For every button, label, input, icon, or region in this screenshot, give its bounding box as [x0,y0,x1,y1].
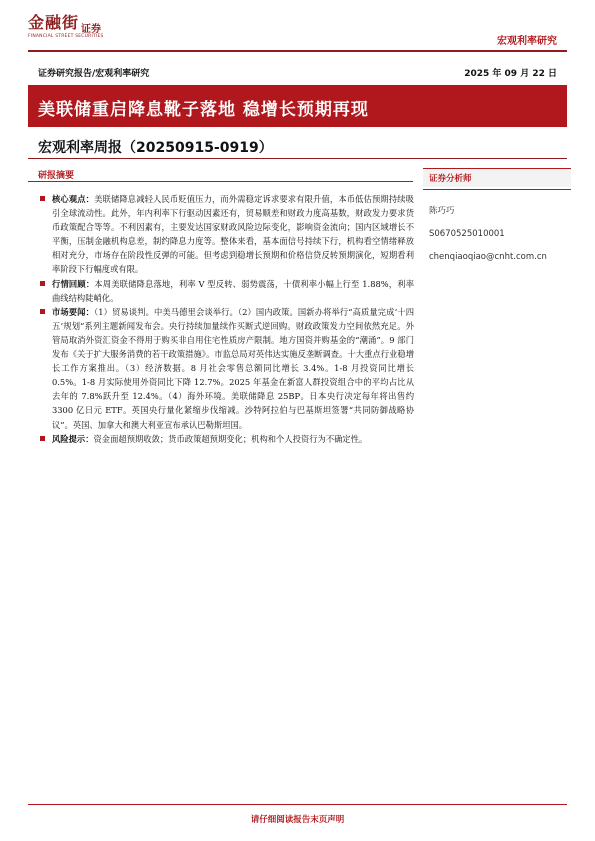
report-subtitle: 宏观利率周报（20250915-0919） [38,140,273,156]
analyst-divider [423,189,571,190]
bullet-icon [40,436,45,441]
summary-body [52,192,414,446]
paragraph-lead: 市场要闻： [52,306,94,317]
paragraph-text: 资金面超预期收敛；货币政策超预期变化；机构和个人投资行为不确定性。 [93,433,368,444]
logo-main-text: 金融街 [28,13,80,32]
bullet-icon [40,196,45,201]
report-category: 宏观利率研究 [497,36,557,47]
summary-heading: 研报摘要 [38,171,75,181]
analyst-cert-id: S0670525010001 [429,229,505,239]
paragraph-text: （1）贸易谈判。中美马德里会谈举行。（2）国内政策。国新办将举行“高质量完成‘十四五’规划”系列主题新闻发布会。央行持续加量续作买断式逆回购。财政政策发力空间依然充足。外管局取消外资汇资金不得用于购买非自用住宅性质房产限制。地方国资并购基金的“潮涌”。9 部门发布《关于扩大服务消费的若干政策措施》。市监总局对英伟达实施反垄断调查。十大重点行业稳增长工作方案推出。（3）经济数据。8 月社会零售总额同比增长 3.4%。1-8 月投资同比增长 0.5%。1-8 月实际使用外资同比下降 12.7%。2025 年基金在新富人群投资组合中的平均占比从去年的 7.8%跃升至 12.4%。（4）海外环境。美联储降息 25BP。日本央行决定每年将出售约 3300 亿日元 ETF。英国央行量化紧缩步伐缩减。沙特阿拉伯与巴基斯坦签署“共同防御战略协议”。英国、加拿大和澳大利亚宣布承认巴勒斯坦国。 [52,306,414,430]
report-type: 证券研究报告/宏观利率研究 [38,69,150,79]
title-band [28,85,567,127]
paragraph-text: 本周美联储降息落地，利率 V 型反转、弱势震荡，十债利率小幅上行至 1.88%，利率曲线结构陡峭化。 [52,278,414,303]
footer-disclaimer: 请仔细阅读报告末页声明 [250,815,345,825]
summary-paragraph-news [52,305,414,432]
analyst-email[interactable]: chenqiaoqiao@cnht.com.cn [429,252,547,262]
analyst-name: 陈巧巧 [429,206,455,216]
summary-paragraph-review [52,277,414,305]
header-divider [28,50,567,52]
meta-row [28,66,567,80]
paragraph-text: 美联储降息减轻人民币贬值压力，而外需稳定诉求要求有限升值，本币低估预期持续吸引全球流动性。此外，年内利率下行驱动因素还有，贸易顺差和财政力度高基数，财政发力要求货币政策配合等等。不利因素有，主要发达国家财政风险边际变化，影响资金流向；国内区域增长不平衡，压制金融机构息差，制约降息力度等。整体来看，基本面信号持续下行，机构看空情绪释放相对充分，市场存在阶段性反弹的可能。但考虑到稳增长预期和价格信贷反转预期演化，短期看利率阶段下行幅度或有限。 [52,194,414,275]
paragraph-lead: 风险提示： [52,433,94,444]
bullet-icon [40,281,45,286]
paragraph-lead: 核心观点： [52,194,95,204]
subtitle-divider [28,158,567,159]
analyst-panel [423,168,571,262]
company-logo [28,13,104,39]
summary-paragraph-risk [52,432,414,446]
report-date: 2025 年 09 月 22 日 [464,69,557,79]
summary-divider [28,181,413,182]
page-title: 美联储重启降息靴子落地 稳增长预期再现 [38,100,369,120]
bullet-icon [40,309,45,314]
footer-divider [28,804,567,805]
paragraph-lead: 行情回顾： [52,278,95,289]
summary-paragraph-core [52,192,414,277]
analyst-heading: 证券分析师 [423,168,571,187]
logo-english-text: FINANCIAL STREET SECURITIES [28,34,104,39]
logo-suffix-text: 证券 [81,24,102,35]
